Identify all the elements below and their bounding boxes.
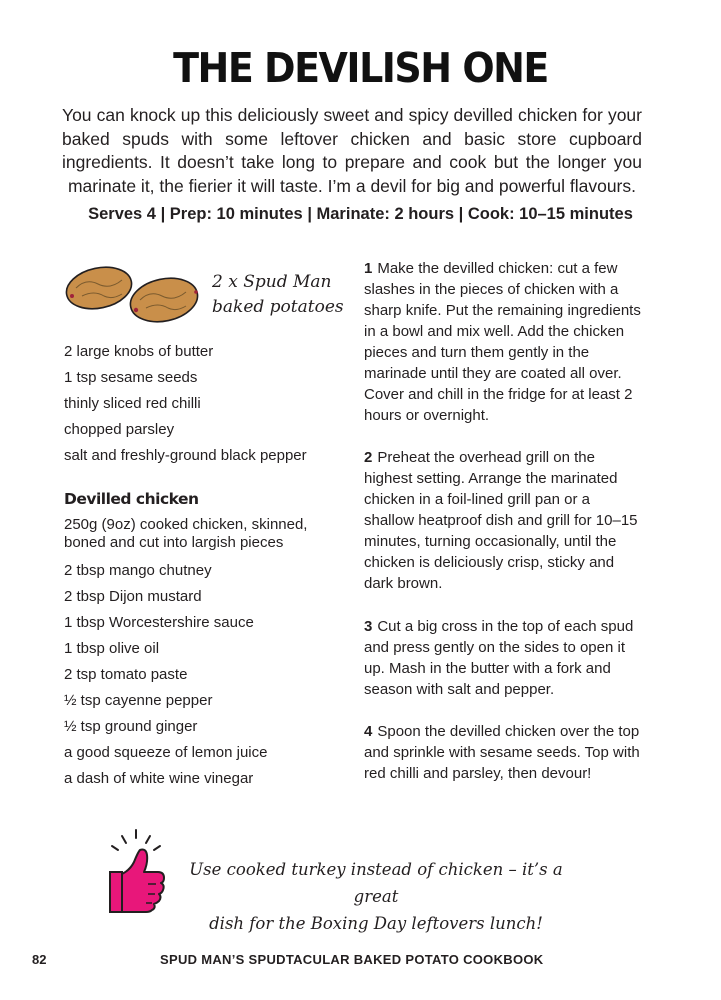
step-text: Cut a big cross in the top of each spud and press gently on the sides to open it up. Mash in the butter with a fork and season with salt and pepper. xyxy=(364,618,634,698)
ingredient-item: 1 tbsp Worcestershire sauce xyxy=(64,614,254,631)
page-number: 82 xyxy=(32,952,47,967)
ingredient-item: chopped parsley xyxy=(64,421,175,438)
step-number: 3 xyxy=(364,618,373,635)
tip-line-2: dish for the Boxing Day leftovers lunch! xyxy=(209,914,543,933)
step-text: Spoon the devilled chicken over the top and sprinkle with sesame seeds. Top with red chilli and parsley, then devour! xyxy=(364,723,640,782)
page-title: THE DEVILISH ONE xyxy=(173,44,548,92)
step-text: Preheat the overhead grill on the highest setting. Arrange the marinated chicken in a foil-lined grill pan or a shallow heatproof dish and grill for 10–15 minutes, turning occasionally, until the chicken is deliciously crisp, sticky and dark brown. xyxy=(364,449,638,592)
ingredient-item: 2 tbsp Dijon mustard xyxy=(64,588,202,605)
ingredient-item: 2 tsp tomato paste xyxy=(64,666,188,683)
ingredient-item: a good squeeze of lemon juice xyxy=(64,744,268,761)
ingredient-item: 1 tsp sesame seeds xyxy=(64,369,198,386)
method-step-2 xyxy=(364,447,644,594)
spud-label-line-2: baked potatoes xyxy=(212,297,344,317)
thumbs-up-icon xyxy=(104,828,168,918)
tip-line-1: Use cooked turkey instead of chicken – it’s a great xyxy=(189,860,563,906)
recipe-meta: Serves 4 | Prep: 10 minutes | Marinate: 2 hours | Cook: 10–15 minutes xyxy=(88,205,633,223)
ingredient-item: 2 large knobs of butter xyxy=(64,343,214,360)
step-number: 1 xyxy=(364,260,373,277)
ingredient-item: a dash of white wine vinegar xyxy=(64,770,254,787)
ingredient-item: salt and freshly-ground black pepper xyxy=(64,447,307,464)
step-number: 4 xyxy=(364,723,373,740)
ingredient-item: 2 tbsp mango chutney xyxy=(64,562,212,579)
ingredient-item: ½ tsp cayenne pepper xyxy=(64,692,213,709)
method-step-3 xyxy=(364,616,644,700)
method-step-1 xyxy=(364,258,644,426)
tip-text xyxy=(176,856,576,937)
step-text: Make the devilled chicken: cut a few slashes in the pieces of chicken with a sharp knife. Put the remaining ingredients in a bowl and mix well. Add the chicken pieces and turn them gently in the marinade until they are coated all over. Cover and chill in the fridge for at least 2 hours or overnight. xyxy=(364,260,641,424)
ingredient-item: ½ tsp ground ginger xyxy=(64,718,198,735)
spud-label xyxy=(212,270,352,320)
intro-paragraph: You can knock up this deliciously sweet and spicy devilled chicken for your baked spuds with some leftover chicken and basic store cupboard ingredients. It doesn’t take long to prepare and cook but the longer you marinate it, the fierier it will taste. I’m a devil for big and powerful flavours. xyxy=(62,105,642,196)
footer-book-title: SPUD MAN’S SPUDTACULAR BAKED POTATO COOKBOOK xyxy=(160,952,544,967)
baked-potato-icon xyxy=(64,266,204,334)
ingredient-item: thinly sliced red chilli xyxy=(64,395,201,412)
spud-label-line-1: 2 x Spud Man xyxy=(212,272,332,292)
ingredient-item: 1 tbsp olive oil xyxy=(64,640,160,657)
step-number: 2 xyxy=(364,449,373,466)
devilled-chicken-heading: Devilled chicken xyxy=(64,490,199,508)
ingredient-item: 250g (9oz) cooked chicken, skinned, boned and cut into largish pieces xyxy=(64,516,308,551)
method-step-4 xyxy=(364,721,644,784)
